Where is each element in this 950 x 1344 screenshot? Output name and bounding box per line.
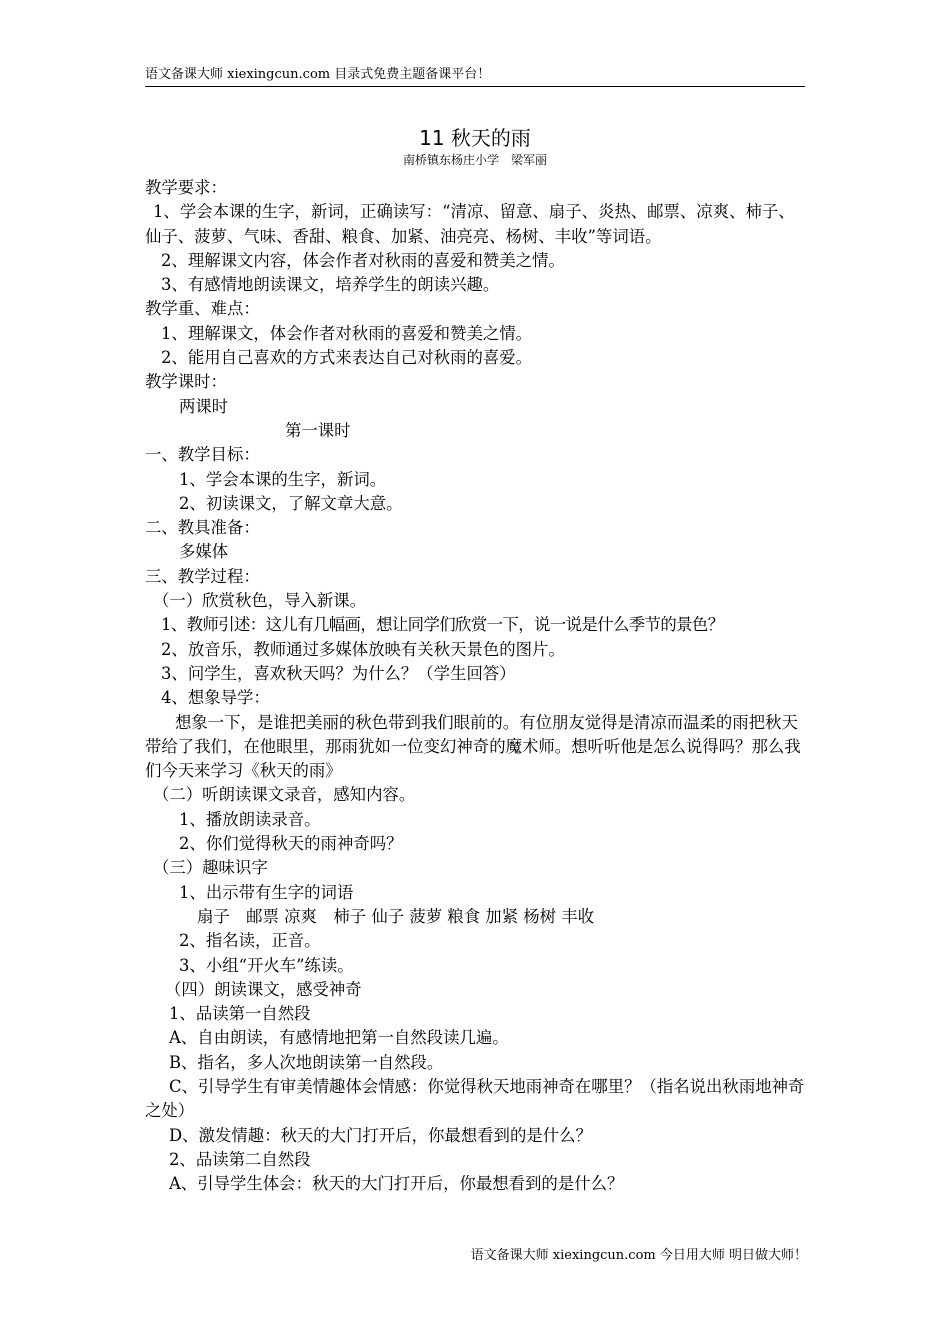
process-item: 2、品读第二自然段 (169, 1149, 311, 1169)
section-heading: 三、教学过程： (145, 566, 260, 586)
section-heading: 二、教具准备： (145, 518, 260, 538)
process-item: 3、问学生，喜欢秋天吗？为什么？（学生回答） (161, 663, 516, 683)
process-item: 4、想象导学： (161, 688, 270, 708)
requirement-item: 2、理解课文内容，体会作者对秋雨的喜爱和赞美之情。 (161, 250, 565, 270)
lesson-heading: 第一课时 (285, 420, 351, 440)
requirement-item: 1、学会本课的生字，新词，正确读写：“清凉、留意、扇子、炎热、邮票、凉爽、柿子、仙子、菠萝、气味、香甜、粮食、加紧、油亮亮、杨树、丰收”等词语。 (145, 202, 795, 246)
process-item: 1、播放朗读录音。 (179, 809, 321, 829)
keypoint-item: 2、能用自己喜欢的方式来表达自己对秋雨的喜爱。 (161, 348, 533, 368)
process-step-heading: （二）听朗读课文录音，感知内容。 (153, 785, 416, 805)
requirement-item: 3、有感情地朗读课文，培养学生的朗读兴趣。 (161, 275, 500, 295)
objective-item: 1、学会本课的生字，新词。 (179, 469, 387, 489)
imagination-paragraph: 想象一下，是谁把美丽的秋色带到我们眼前的。有位朋友觉得是清凉而温柔的雨把秋天带给了我们，在他眼里，那雨犹如一位变幻神奇的魔术师。想听听他是怎么说得吗？那么我们今天来学习《秋天的雨》 (145, 712, 801, 781)
process-item: A、自由朗读，有感情地把第一自然段读几遍。 (169, 1028, 509, 1048)
process-item: 2、指名读，正音。 (179, 931, 321, 951)
author-line: 南桥镇东杨庄小学 梁军丽 (402, 153, 547, 167)
process-item: C、引导学生有审美情趣体会情感：你觉得秋天地雨神奇在哪里？（指名说出秋雨地神奇之处） (145, 1076, 805, 1121)
process-step-heading: （一）欣赏秋色，导入新课。 (153, 591, 367, 611)
process-step-heading: （四）朗读课文，感受神奇 (165, 979, 362, 999)
section-heading: 一、教学目标： (145, 445, 260, 465)
materials-item: 多媒体 (179, 542, 229, 562)
page-footer: 语文备课大师 xiexingcun.com 今日用大师 明日做大师！ (470, 1248, 807, 1263)
process-item: A、引导学生体会：秋天的大门打开后，你最想看到的是什么？ (169, 1174, 624, 1194)
process-item: 2、你们觉得秋天的雨神奇吗？ (179, 834, 403, 854)
vocabulary-list: 扇子 邮票 凉爽 柿子 仙子 菠萝 粮食 加紧 杨树 丰收 (197, 906, 595, 926)
process-step-heading: （三）趣味识字 (153, 858, 268, 878)
keypoint-item: 1、理解课文，体会作者对秋雨的喜爱和赞美之情。 (161, 323, 533, 343)
section-heading: 教学课时： (145, 372, 227, 392)
process-item: 1、教师引述：这儿有几幅画，想让同学们欣赏一下，说一说是什么季节的景色？ (161, 615, 724, 635)
process-item: 1、出示带有生字的词语 (179, 882, 354, 902)
page-header: 语文备课大师 xiexingcun.com 目录式免费主题备课平台！ (145, 66, 805, 87)
objective-item: 2、初读课文，了解文章大意。 (179, 493, 403, 513)
process-item: D、激发情趣：秋天的大门打开后，你最想看到的是什么？ (169, 1125, 592, 1145)
process-item: 1、品读第一自然段 (169, 1004, 311, 1024)
document-body (145, 176, 810, 1196)
lesson-title: 11 秋天的雨 (419, 126, 531, 150)
process-item: B、指名，多人次地朗读第一自然段。 (169, 1052, 444, 1072)
process-item: 2、放音乐，教师通过多媒体放映有关秋天景色的图片。 (161, 639, 565, 659)
class-hours: 两课时 (179, 396, 229, 416)
process-item: 3、小组“开火车”练读。 (179, 955, 354, 975)
section-heading: 教学要求： (145, 178, 227, 197)
section-heading: 教学重、难点： (145, 299, 260, 319)
